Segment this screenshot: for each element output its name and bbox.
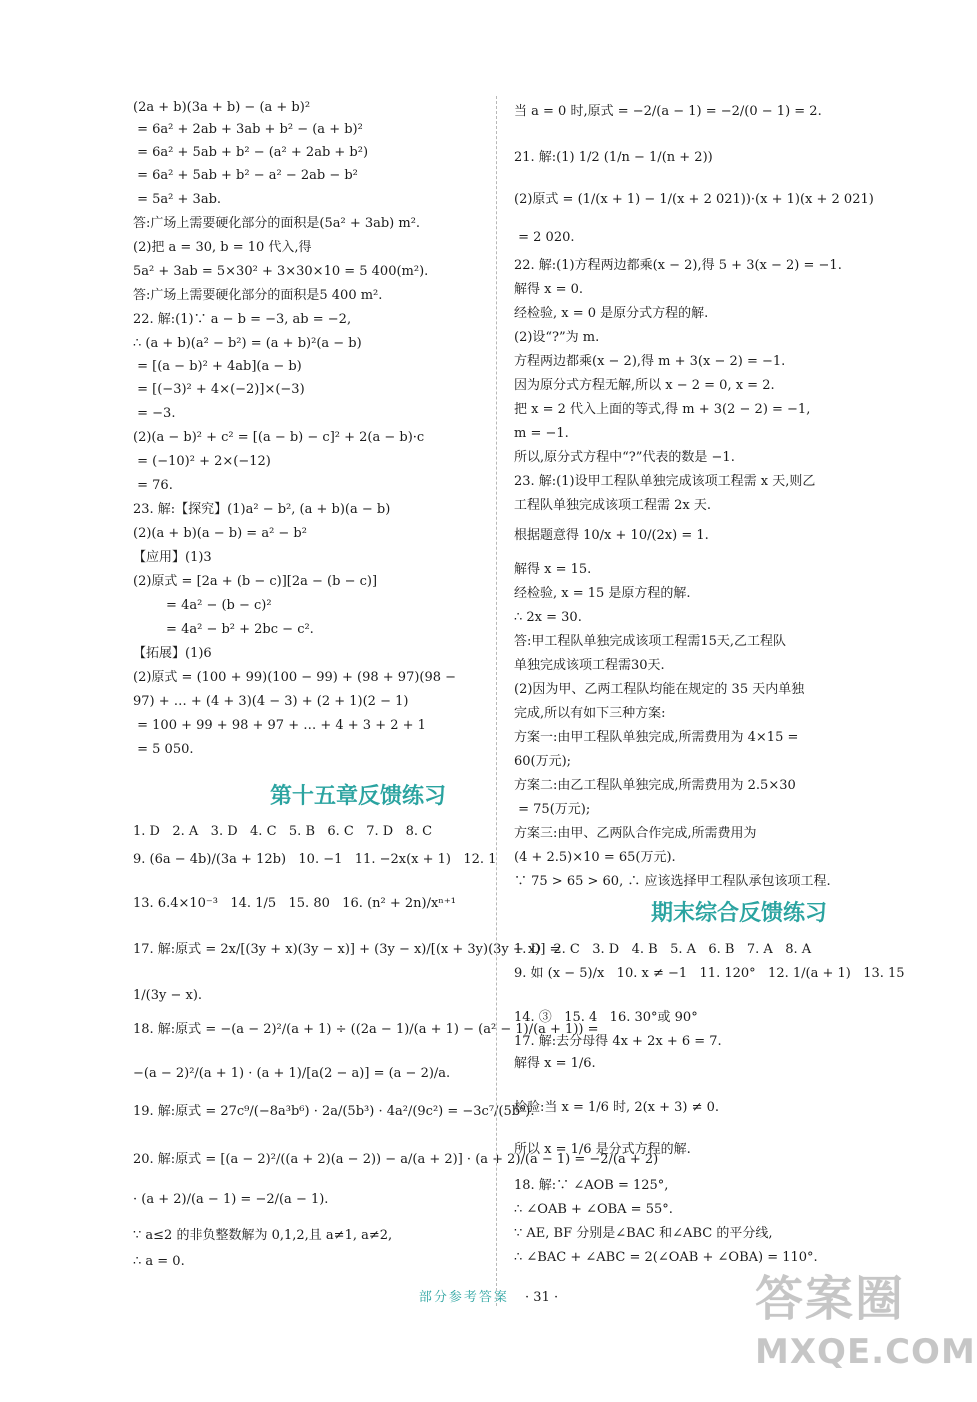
answer-line: ∵ AE, BF 分别是∠BAC 和∠ABC 的平分线,: [514, 1226, 773, 1241]
answer-line: = 6a² + 5ab + b² − (a² + 2ab + b²): [133, 145, 369, 160]
answer-line: = −3.: [133, 406, 176, 421]
answer-line: −(a − 2)²/(a + 1) · (a + 1)/[a(2 − a)] = (a − 2)/a.: [133, 1066, 451, 1081]
answer-line: (2)设“?”为 m.: [514, 330, 600, 345]
answer-line: 13. 6.4×10⁻³ 14. 1/5 15. 80 16. (n² + 2n)/xⁿ⁺¹: [133, 896, 457, 911]
answer-line: 解得 x = 1/6.: [514, 1056, 596, 1071]
answer-line: = 5a² + 3ab.: [133, 192, 222, 207]
answer-line: 18. 解:∵ ∠AOB = 125°,: [514, 1178, 669, 1193]
answer-line: (2)把 a = 30, b = 10 代入,得: [133, 240, 312, 255]
answer-line: 当 a = 0 时,原式 = −2/(a − 1) = −2/(0 − 1) = 2.: [514, 104, 822, 119]
answer-line: 9. (6a − 4b)/(3a + 12b) 10. −1 11. −2x(x + 1) 12. 1: [133, 852, 497, 867]
answer-line: 20. 解:原式 = [(a − 2)²/((a + 2)(a − 2)) − a/(a + 2)] · (a + 2)/(a − 1) = −2/(a + 2): [133, 1152, 659, 1167]
answer-line: 解得 x = 15.: [514, 562, 592, 577]
answer-line: 答:广场上需要硬化部分的面积是5 400 m².: [133, 288, 383, 303]
answer-line: = 2 020.: [514, 230, 575, 245]
answer-line: 因为原分式方程无解,所以 x − 2 = 0, x = 2.: [514, 378, 775, 393]
answer-line: = [(−3)² + 4×(−2)]×(−3): [133, 382, 305, 397]
answer-line: ∵ 75 > 65 > 60, ∴ 应该选择甲工程队承包该项工程.: [514, 874, 831, 889]
answer-line: 检验:当 x = 1/6 时, 2(x + 3) ≠ 0.: [514, 1100, 720, 1115]
watermark-url: MXQE.COM: [755, 1332, 976, 1372]
answer-line: 方案二:由乙工程队单独完成,所需费用为 2.5×30: [514, 778, 796, 793]
answer-line: 答:广场上需要硬化部分的面积是(5a² + 3ab) m².: [133, 216, 421, 231]
answer-line: ∴ (a + b)(a² − b²) = (a + b)²(a − b): [133, 336, 362, 351]
answer-line: 经检验, x = 15 是原方程的解.: [514, 586, 691, 601]
answer-line: (2)原式 = [2a + (b − c)][2a − (b − c)]: [133, 574, 378, 589]
answer-line: (2)(a + b)(a − b) = a² − b²: [133, 526, 307, 541]
answer-line: (2a + b)(3a + b) − (a + b)²: [133, 100, 311, 115]
answer-line: 9. 如 (x − 5)/x 10. x ≠ −1 11. 120° 12. 1/(a + 1) 13. 15: [514, 966, 905, 981]
answer-line: = 6a² + 5ab + b² − a² − 2ab − b²: [133, 168, 358, 183]
answer-line: 22. 解:(1)方程两边都乘(x − 2),得 5 + 3(x − 2) = −1.: [514, 258, 842, 273]
answer-line: 解得 x = 0.: [514, 282, 584, 297]
answer-line: 21. 解:(1) 1/2 (1/n − 1/(n + 2)): [514, 150, 713, 165]
answer-line: 方程两边都乘(x − 2),得 m + 3(x − 2) = −1.: [514, 354, 786, 369]
answer-line: 根据题意得 10/x + 10/(2x) = 1.: [514, 528, 709, 543]
watermark: [755, 1260, 976, 1390]
answer-line: (2)因为甲、乙两工程队均能在规定的 35 天内单独: [514, 682, 805, 697]
watermark-logo: 答案圈: [755, 1271, 906, 1327]
answer-line: 1. D 2. C 3. D 4. B 5. A 6. B 7. A 8. A: [514, 942, 812, 957]
answer-line: (4 + 2.5)×10 = 65(万元).: [514, 850, 676, 865]
answer-line: 23. 解:(1)设甲工程队单独完成该项工程需 x 天,则乙: [514, 474, 816, 489]
answer-line: 完成,所以有如下三种方案:: [514, 706, 666, 721]
answer-line: ∴ ∠OAB + ∠OBA = 55°.: [514, 1202, 673, 1217]
answer-line: 18. 解:原式 = −(a − 2)²/(a + 1) ÷ ((2a − 1)/(a + 1) − (a² − 1)/(a + 1)) =: [133, 1022, 599, 1037]
column-divider: [496, 96, 497, 1306]
answer-line: m = −1.: [514, 426, 569, 441]
answer-line: 方案一:由甲工程队单独完成,所需费用为 4×15 =: [514, 730, 799, 745]
answer-line: 23. 解:【探究】(1)a² − b², (a + b)(a − b): [133, 502, 391, 517]
answer-line: = 4a² − b² + 2bc − c².: [133, 622, 314, 637]
footer-label: 部分参考答案: [418, 1290, 509, 1305]
page-number: · 31 ·: [525, 1290, 559, 1305]
answer-line: 60(万元);: [514, 754, 572, 769]
answer-line: = 4a² − (b − c)²: [133, 598, 272, 613]
answer-line: ∴ ∠BAC + ∠ABC = 2(∠OAB + ∠OBA) = 110°.: [514, 1250, 818, 1265]
answer-line: 方案三:由甲、乙两队合作完成,所需费用为: [514, 826, 757, 841]
answer-line: 答:甲工程队单独完成该项工程需15天,乙工程队: [514, 634, 787, 649]
answer-line: = 75(万元);: [514, 802, 591, 817]
answer-line: ∴ 2x = 30.: [514, 610, 582, 625]
section-title: 期末综合反馈练习: [650, 901, 827, 926]
answer-line: 把 x = 2 代入上面的等式,得 m + 3(2 − 2) = −1,: [514, 402, 811, 417]
answer-line: 【拓展】(1)6: [133, 646, 212, 661]
answer-line: 5a² + 3ab = 5×30² + 3×30×10 = 5 400(m²).: [133, 264, 429, 279]
answer-line: 17. 解:去分母得 4x + 2x + 6 = 7.: [514, 1034, 722, 1049]
answer-line: 14. ③ 15. 4 16. 30°或 90°: [514, 1010, 698, 1025]
answer-line: = (−10)² + 2×(−12): [133, 454, 271, 469]
section-title: 第十五章反馈练习: [269, 784, 446, 809]
answer-line: 经检验, x = 0 是原分式方程的解.: [514, 306, 709, 321]
answer-line: = 100 + 99 + 98 + 97 + … + 4 + 3 + 2 + 1: [133, 718, 426, 733]
answer-line: (2)原式 = (1/(x + 1) − 1/(x + 2 021))·(x + 1)(x + 2 021): [514, 192, 874, 207]
answer-line: · (a + 2)/(a − 1) = −2/(a − 1).: [133, 1192, 329, 1207]
answer-line: = 5 050.: [133, 742, 194, 757]
answer-line: 22. 解:(1)∵ a − b = −3, ab = −2,: [133, 312, 352, 327]
answer-line: = [(a − b)² + 4ab](a − b): [133, 359, 302, 374]
answer-line: 1/(3y − x).: [133, 988, 203, 1003]
answer-line: 单独完成该项工程需30天.: [514, 658, 665, 673]
answer-line: 19. 解:原式 = 27c⁹/(−8a³b⁶) · 2a/(5b³) · 4a²/(9c²) = −3c⁷/(5b⁹).: [133, 1104, 535, 1119]
answer-line: (2)(a − b)² + c² = [(a − b) − c]² + 2(a − b)·c: [133, 430, 425, 445]
answer-line: = 6a² + 2ab + 3ab + b² − (a + b)²: [133, 122, 363, 137]
answer-line: 1. D 2. A 3. D 4. C 5. B 6. C 7. D 8. C: [133, 824, 433, 839]
answer-line: ∴ a = 0.: [133, 1254, 185, 1269]
answer-line: 工程队单独完成该项工程需 2x 天.: [514, 498, 711, 513]
answer-line: = 76.: [133, 478, 173, 493]
answer-line: 【应用】(1)3: [133, 550, 212, 565]
answer-line: 97) + … + (4 + 3)(4 − 3) + (2 + 1)(2 − 1): [133, 694, 409, 709]
answer-line: 所以 x = 1/6 是分式方程的解.: [514, 1142, 691, 1157]
answer-line: 所以,原分式方程中“?”代表的数是 −1.: [514, 450, 735, 465]
answer-line: 17. 解:原式 = 2x/[(3y + x)(3y − x)] + (3y − x)/[(x + 3y)(3y − x)] =: [133, 942, 561, 957]
answer-line: (2)原式 = (100 + 99)(100 − 99) + (98 + 97)(98 −: [133, 670, 457, 685]
answer-line: ∵ a≤2 的非负整数解为 0,1,2,且 a≠1, a≠2,: [133, 1228, 393, 1243]
